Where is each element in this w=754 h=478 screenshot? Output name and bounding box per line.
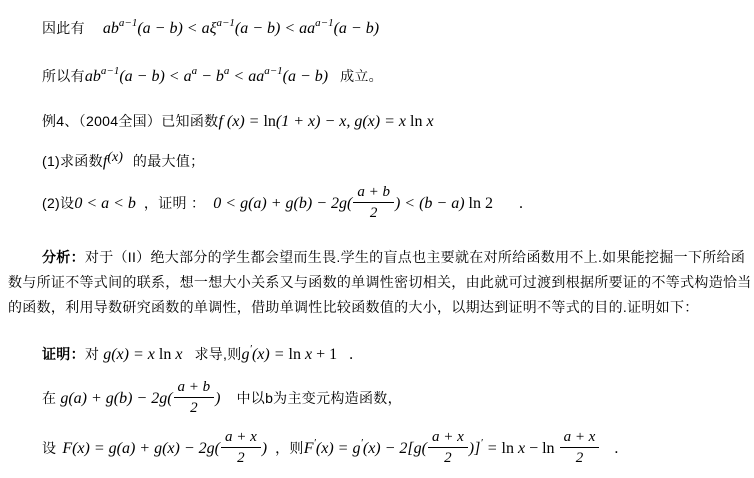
text-run: 成立。 — [340, 68, 383, 84]
math-run: x — [426, 113, 434, 130]
text-run: (1)求函数 — [42, 153, 103, 169]
math-run: (a − b) < aa — [234, 20, 316, 37]
fraction-denominator: 2 — [237, 450, 245, 466]
roman-math-run: . — [349, 346, 354, 363]
text-run: 所以有 — [42, 68, 85, 84]
roman-math-run: ln — [263, 113, 276, 130]
math-run: (x) = g — [315, 440, 361, 458]
superscript: ′ — [249, 343, 252, 355]
fraction-numerator: a + x — [560, 428, 600, 448]
math-run: − b — [197, 68, 224, 85]
math-run: g — [241, 346, 250, 363]
superscript: a — [191, 65, 198, 77]
math-run: ab — [102, 20, 119, 37]
roman-math-run: − — [525, 440, 543, 458]
text-run: 的最大值； — [132, 153, 205, 169]
fraction-denominator: 2 — [369, 205, 378, 221]
fraction — [560, 428, 600, 467]
raised-math: (x) — [107, 150, 123, 165]
math-run: F(x) = g(a) + g(x) − 2g( — [62, 440, 220, 458]
bold-label: 分析： — [42, 249, 85, 265]
roman-math-run: . — [614, 440, 619, 458]
text-run: 对 — [84, 346, 100, 362]
superscript: a−1 — [315, 17, 334, 29]
math-run: (a − b) — [333, 20, 380, 37]
math-run: 0 < g(a) + g(b) − 2g( — [213, 195, 353, 213]
math-run: (a − b) < a — [119, 68, 192, 85]
superscript: a — [223, 65, 230, 77]
fraction-numerator: a + b — [353, 183, 394, 203]
fraction-numerator: a + x — [428, 428, 468, 448]
roman-math-run: ln — [542, 440, 559, 458]
superscript: ′ — [360, 437, 363, 450]
line-example — [42, 108, 754, 135]
math-run: x — [304, 346, 313, 363]
roman-math-run: + 1 — [312, 346, 338, 363]
math-run: x — [175, 346, 183, 363]
line-proof — [42, 336, 754, 368]
line-define — [42, 430, 754, 478]
line-construct — [42, 380, 754, 428]
roman-math-run: ln — [158, 346, 176, 363]
text-run: 中以b为主变元构造函数， — [236, 390, 402, 407]
fraction-numerator: a + x — [221, 428, 261, 448]
math-run: ) — [261, 440, 268, 458]
roman-math-run: ln — [288, 346, 305, 363]
math-run: (1 + x) − x, g(x) = x — [275, 113, 410, 130]
math-run: < aa — [229, 68, 265, 85]
text-run: 求导,则 — [194, 346, 242, 362]
text-run: 数与所证不等式间的联系，想一想大小关系又与函数的单调性密切相关，由此就可过渡到根据所要证的不等式构造恰当 — [8, 274, 752, 290]
math-run: F — [303, 440, 314, 458]
fraction — [221, 428, 261, 467]
math-run: f (x) = — [218, 113, 264, 130]
math-run: (a − b) — [282, 68, 329, 85]
text-run: 在 — [42, 390, 57, 407]
text-run: 对于（II）绝大部分的学生都会望而生畏.学生的盲点也主要就在对所给函数用不上.如果能挖掘一下所给函 — [84, 249, 746, 265]
fraction-numerator: a + b — [174, 378, 215, 398]
text-run: ，则 — [275, 440, 304, 457]
math-run: 0 < a < b — [74, 195, 136, 213]
math-run: (x) = — [251, 346, 289, 363]
text-run: 的函数，利用导数研究函数的单调性，借助单调性比较函数值的大小，以期达到证明不等式的目的.证明如下： — [8, 299, 699, 315]
fraction-denominator: 2 — [575, 450, 584, 466]
text-run: ，证明 ： — [143, 195, 206, 212]
roman-math-run: . — [518, 195, 523, 213]
text-run: 例4、（2004全国）已知函数 — [42, 113, 219, 129]
fraction-denominator: 2 — [444, 450, 452, 466]
math-run: ) < (b − a) — [394, 195, 469, 213]
superscript: a−1 — [216, 17, 235, 29]
text-run: 因此有 — [42, 20, 85, 36]
roman-math-run: ln — [410, 113, 427, 130]
math-run: x — [517, 440, 526, 458]
math-run: g(x) = x — [103, 346, 159, 363]
fraction — [428, 428, 468, 467]
superscript: a−1 — [264, 65, 283, 77]
para-analysis-1 — [8, 245, 746, 270]
line-part2 — [42, 185, 754, 231]
roman-math-run: ln 2 — [468, 195, 493, 213]
math-run: )] — [468, 440, 481, 458]
superscript: ′ — [480, 437, 483, 450]
fraction — [353, 183, 394, 222]
para-analysis-2 — [8, 270, 752, 295]
bold-label: 证明： — [42, 346, 85, 362]
math-run: = — [482, 440, 502, 458]
line-part1 — [42, 145, 754, 175]
superscript: ′ — [313, 437, 316, 450]
document-page — [0, 10, 754, 466]
superscript: a−1 — [118, 17, 138, 29]
roman-math-run: ln — [501, 440, 518, 458]
text-run: (2)设 — [42, 195, 75, 212]
math-run: ) — [215, 390, 221, 408]
math-run: (x) − 2[g( — [362, 440, 427, 458]
fraction-denominator: 2 — [190, 400, 198, 416]
text-run: 设 — [42, 440, 57, 457]
math-run: (a − b) < aξ — [137, 20, 217, 37]
line-so — [42, 58, 754, 90]
fraction — [174, 378, 215, 417]
math-run: ab — [84, 68, 101, 85]
math-run: g(a) + g(b) − 2g( — [60, 390, 173, 408]
superscript: a−1 — [100, 65, 120, 77]
para-analysis-3 — [8, 295, 746, 320]
math-run: f — [102, 153, 108, 170]
line-therefore — [42, 10, 754, 42]
